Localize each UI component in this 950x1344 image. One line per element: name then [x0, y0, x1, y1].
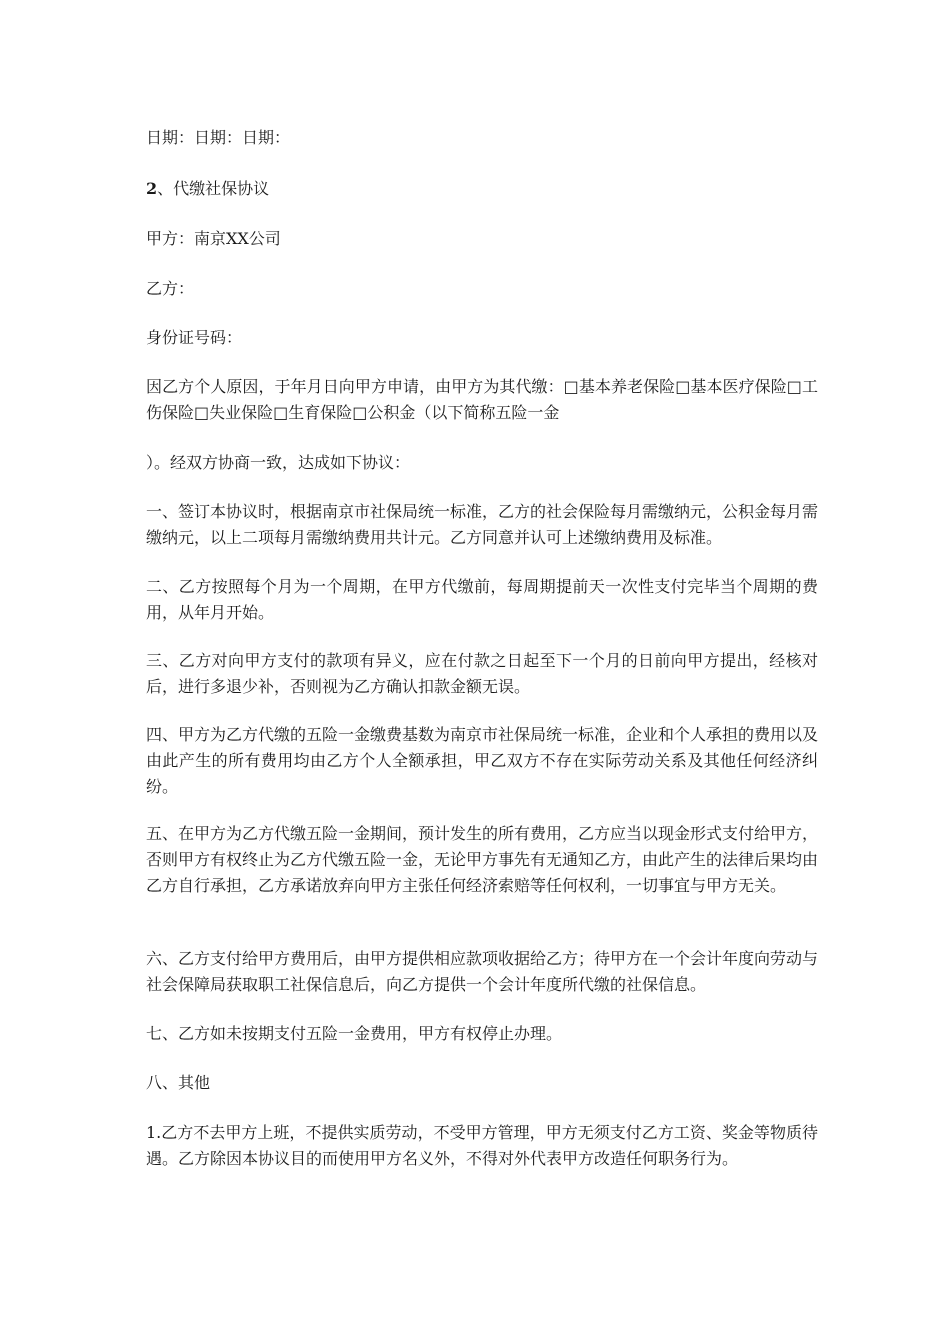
clause-1: 一、签订本协议时，根据南京市社保局统一标准，乙方的社会保险每月需缴纳元，公积金每月需缴纳元，以上二项每月需缴纳费用共计元。乙方同意并认可上述缴纳费用及标准。: [146, 502, 819, 547]
clause-8-item-1: 1.乙方不去甲方上班，不提供实质劳动，不受甲方管理，甲方无须支付乙方工资、奖金等物质待遇。乙方除因本协议目的而使用甲方名义外，不得对外代表甲方改造任何职务行为。: [146, 1123, 818, 1168]
clause-3: 三、乙方对向甲方支付的款项有异义，应在付款之日起至下一个月的日前向甲方提出，经核对后，进行多退少补，否则视为乙方确认扣款金额无误。: [146, 651, 818, 696]
section-heading: [146, 176, 269, 202]
party-b-line: 乙方：: [146, 279, 195, 298]
section-heading-text: 、代缴社保协议: [157, 179, 270, 198]
intro-continuation: ）。经双方协商一致，达成如下协议：: [146, 453, 411, 472]
date-line: 日期：日期：日期：: [146, 128, 291, 147]
clause-7: 七、乙方如未按期支付五险一金费用，甲方有权停止办理。: [146, 1024, 563, 1043]
id-number-line: 身份证号码：: [146, 328, 243, 347]
clause-8-heading: 八、其他: [146, 1073, 211, 1092]
clause-5: 五、在甲方为乙方代缴五险一金期间，预计发生的所有费用，乙方应当以现金形式支付给甲方，否则甲方有权终止为乙方代缴五险一金，无论甲方事先有无通知乙方，由此产生的法律后果均由乙方自行承担，乙方承诺放弃向甲方主张任何经济索赔等任何权利，一切事宜与甲方无关。: [146, 824, 819, 895]
section-heading-number: 2: [146, 179, 158, 198]
clause-2: 二、乙方按照每个月为一个周期，在甲方代缴前，每周期提前天一次性支付完毕当个周期的费用，从年月开始。: [146, 577, 818, 622]
party-a-line: 甲方：南京XX公司: [146, 229, 281, 248]
intro-paragraph: 因乙方个人原因，于年月日向甲方申请，由甲方为其代缴：□基本养老保险□基本医疗保险□工伤保险□失业保险□生育保险□公积金（以下简称五险一金: [146, 377, 818, 422]
clause-6: 六、乙方支付给甲方费用后，由甲方提供相应款项收据给乙方；待甲方在一个会计年度向劳动与社会保障局获取职工社保信息后，向乙方提供一个会计年度所代缴的社保信息。: [146, 949, 819, 994]
clause-4: 四、甲方为乙方代缴的五险一金缴费基数为南京市社保局统一标准，企业和个人承担的费用以及由此产生的所有费用均由乙方个人全额承担，甲乙双方不存在实际劳动关系及其他任何经济纠纷。: [146, 725, 819, 796]
